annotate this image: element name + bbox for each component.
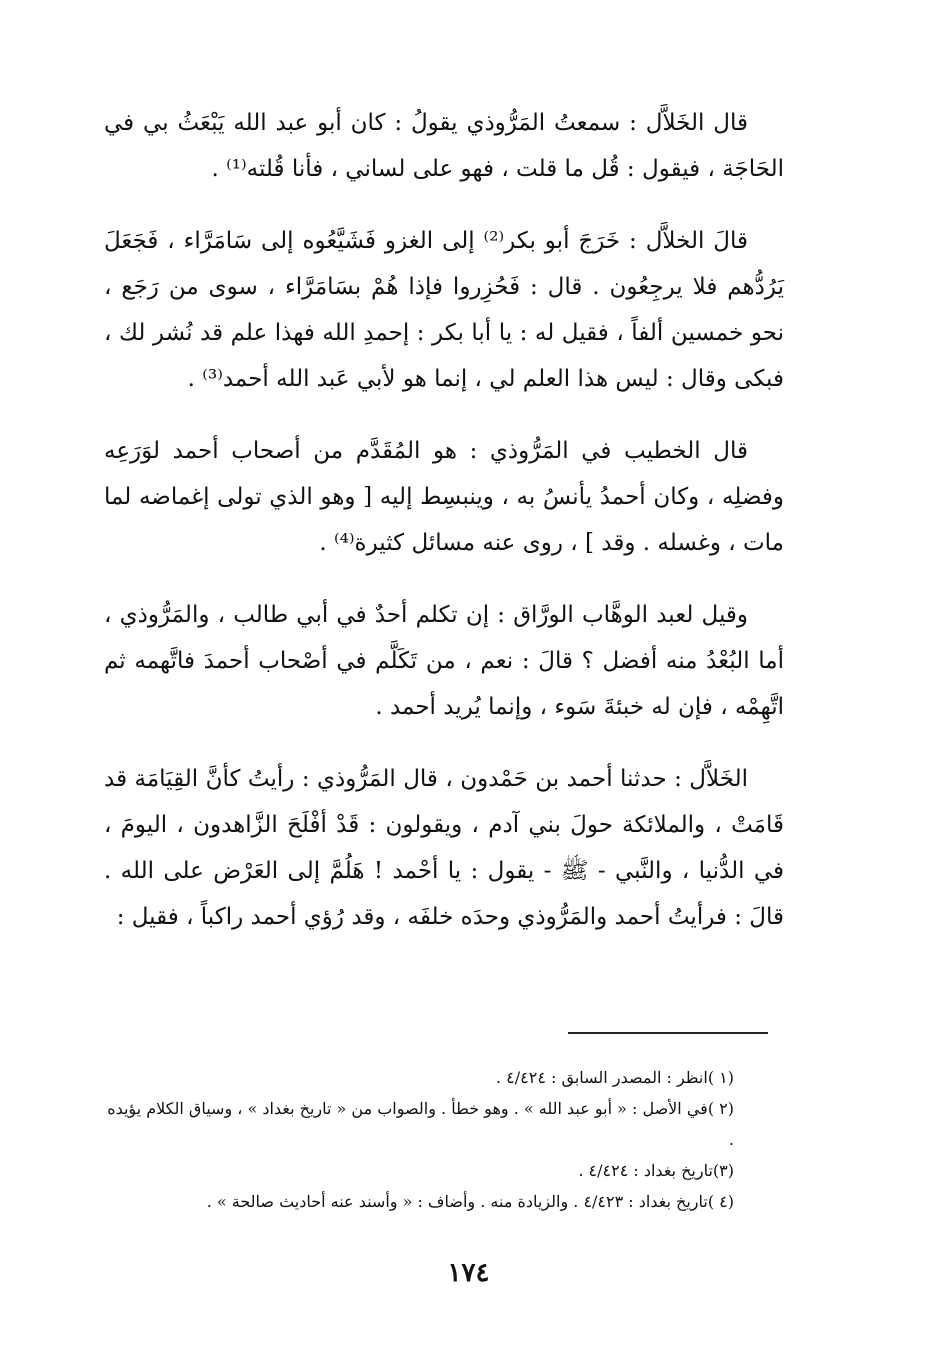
page-number: ١٧٤: [447, 1258, 490, 1288]
paragraph: قال الخطيب في المَرُّوذي : هو المُقَدَّم من أصحاب أحمد لوَرَعِه وفضلِه ، وكان أحمدُ يأنسُ به ، وينبسِط إليه [ وهو الذي تولى إغماضه لما مات ، وغسله . وقد ] ، روى عنه مسائل كثيرة⁽⁴⁾ .: [104, 438, 784, 556]
paragraph: قال الخَلاَّل : سمعتُ المَرُّوذي يقولُ : كان أبو عبد الله يَبْعَثُ بي في الحَاجَة ، فيقول : قُل ما قلت ، فهو على لساني ، فأنا قُلته⁽¹⁾ .: [104, 110, 784, 182]
paragraph: الخَلاَّل : حدثنا أحمد بن حَمْدون ، قال المَرُّوذي : رأيتُ كأنَّ القِيَامَة قد قَامَتْ ، والملائكة حولَ بني آدم ، ويقولون : قَدْ أفْلَحَ الزَّاهدون ، اليومَ ، في الدُّنيا ، والنَّبي - ﷺ - يقول : يا أحْمد ! هَلُمَّ إلى العَرْض على الله . قالَ : فرأيتُ أحمد والمَرُّوذي وحدَه خلفَه ، وقد رُؤي أحمد راكباً ، فقيل :: [104, 766, 784, 930]
paragraph: قالَ الخلاَّل : خَرَجَ أبو بكر⁽²⁾ إلى الغزو فَشَيَّعُوه إلى سَامَرَّاء ، فَجَعَلَ يَرُدُّهم فلا يرجِعُون . قال : فَحُزِروا فإذا هُمْ بسَامَرَّاء ، سوى من رَجَع ، نحو خمسين ألفاً ، فقيل له : يا أبا بكر : إحمدِ الله فهذا علم قد نُشر لك ، فبكى وقال : ليس هذا العلم لي ، إنما هو لأبي عَبد الله أحمد⁽³⁾ .: [104, 228, 784, 392]
paragraph: وقيل لعبد الوهَّاب الورَّاق : إن تكلم أحدٌ في أبي طالب ، والمَرُّوذي ، أما البُعْدُ منه أفضل ؟ قالَ : نعم ، من تَكَلَّم في أصْحاب أحمدَ فاتَّهمه ثم اتَّهِمْه ، فإن له خبئةَ سَوء ، وإنما يُريد أحمد .: [104, 602, 784, 720]
footnote: (١ )انظر : المصدر السابق : ٤/٤٢٤ .: [495, 1068, 734, 1087]
footnote: (٣)تاريخ بغداد : ٤/٤٢٤ .: [578, 1161, 734, 1180]
footnotes: [104, 1062, 734, 1217]
footnote: (٢ )في الأصل : « أبو عبد الله » . وهو خطأ . والصواب من « تاريخ بغداد » ، وسياق الكلام يؤيده .: [107, 1099, 734, 1149]
footnote: (٤ )تاريخ بغداد : ٤/٤٢٣ . والزيادة منه . وأضاف : « وأسند عنه أحاديث صالحة » .: [206, 1192, 734, 1211]
main-text: [104, 100, 784, 966]
footnote-separator: [568, 1032, 768, 1034]
